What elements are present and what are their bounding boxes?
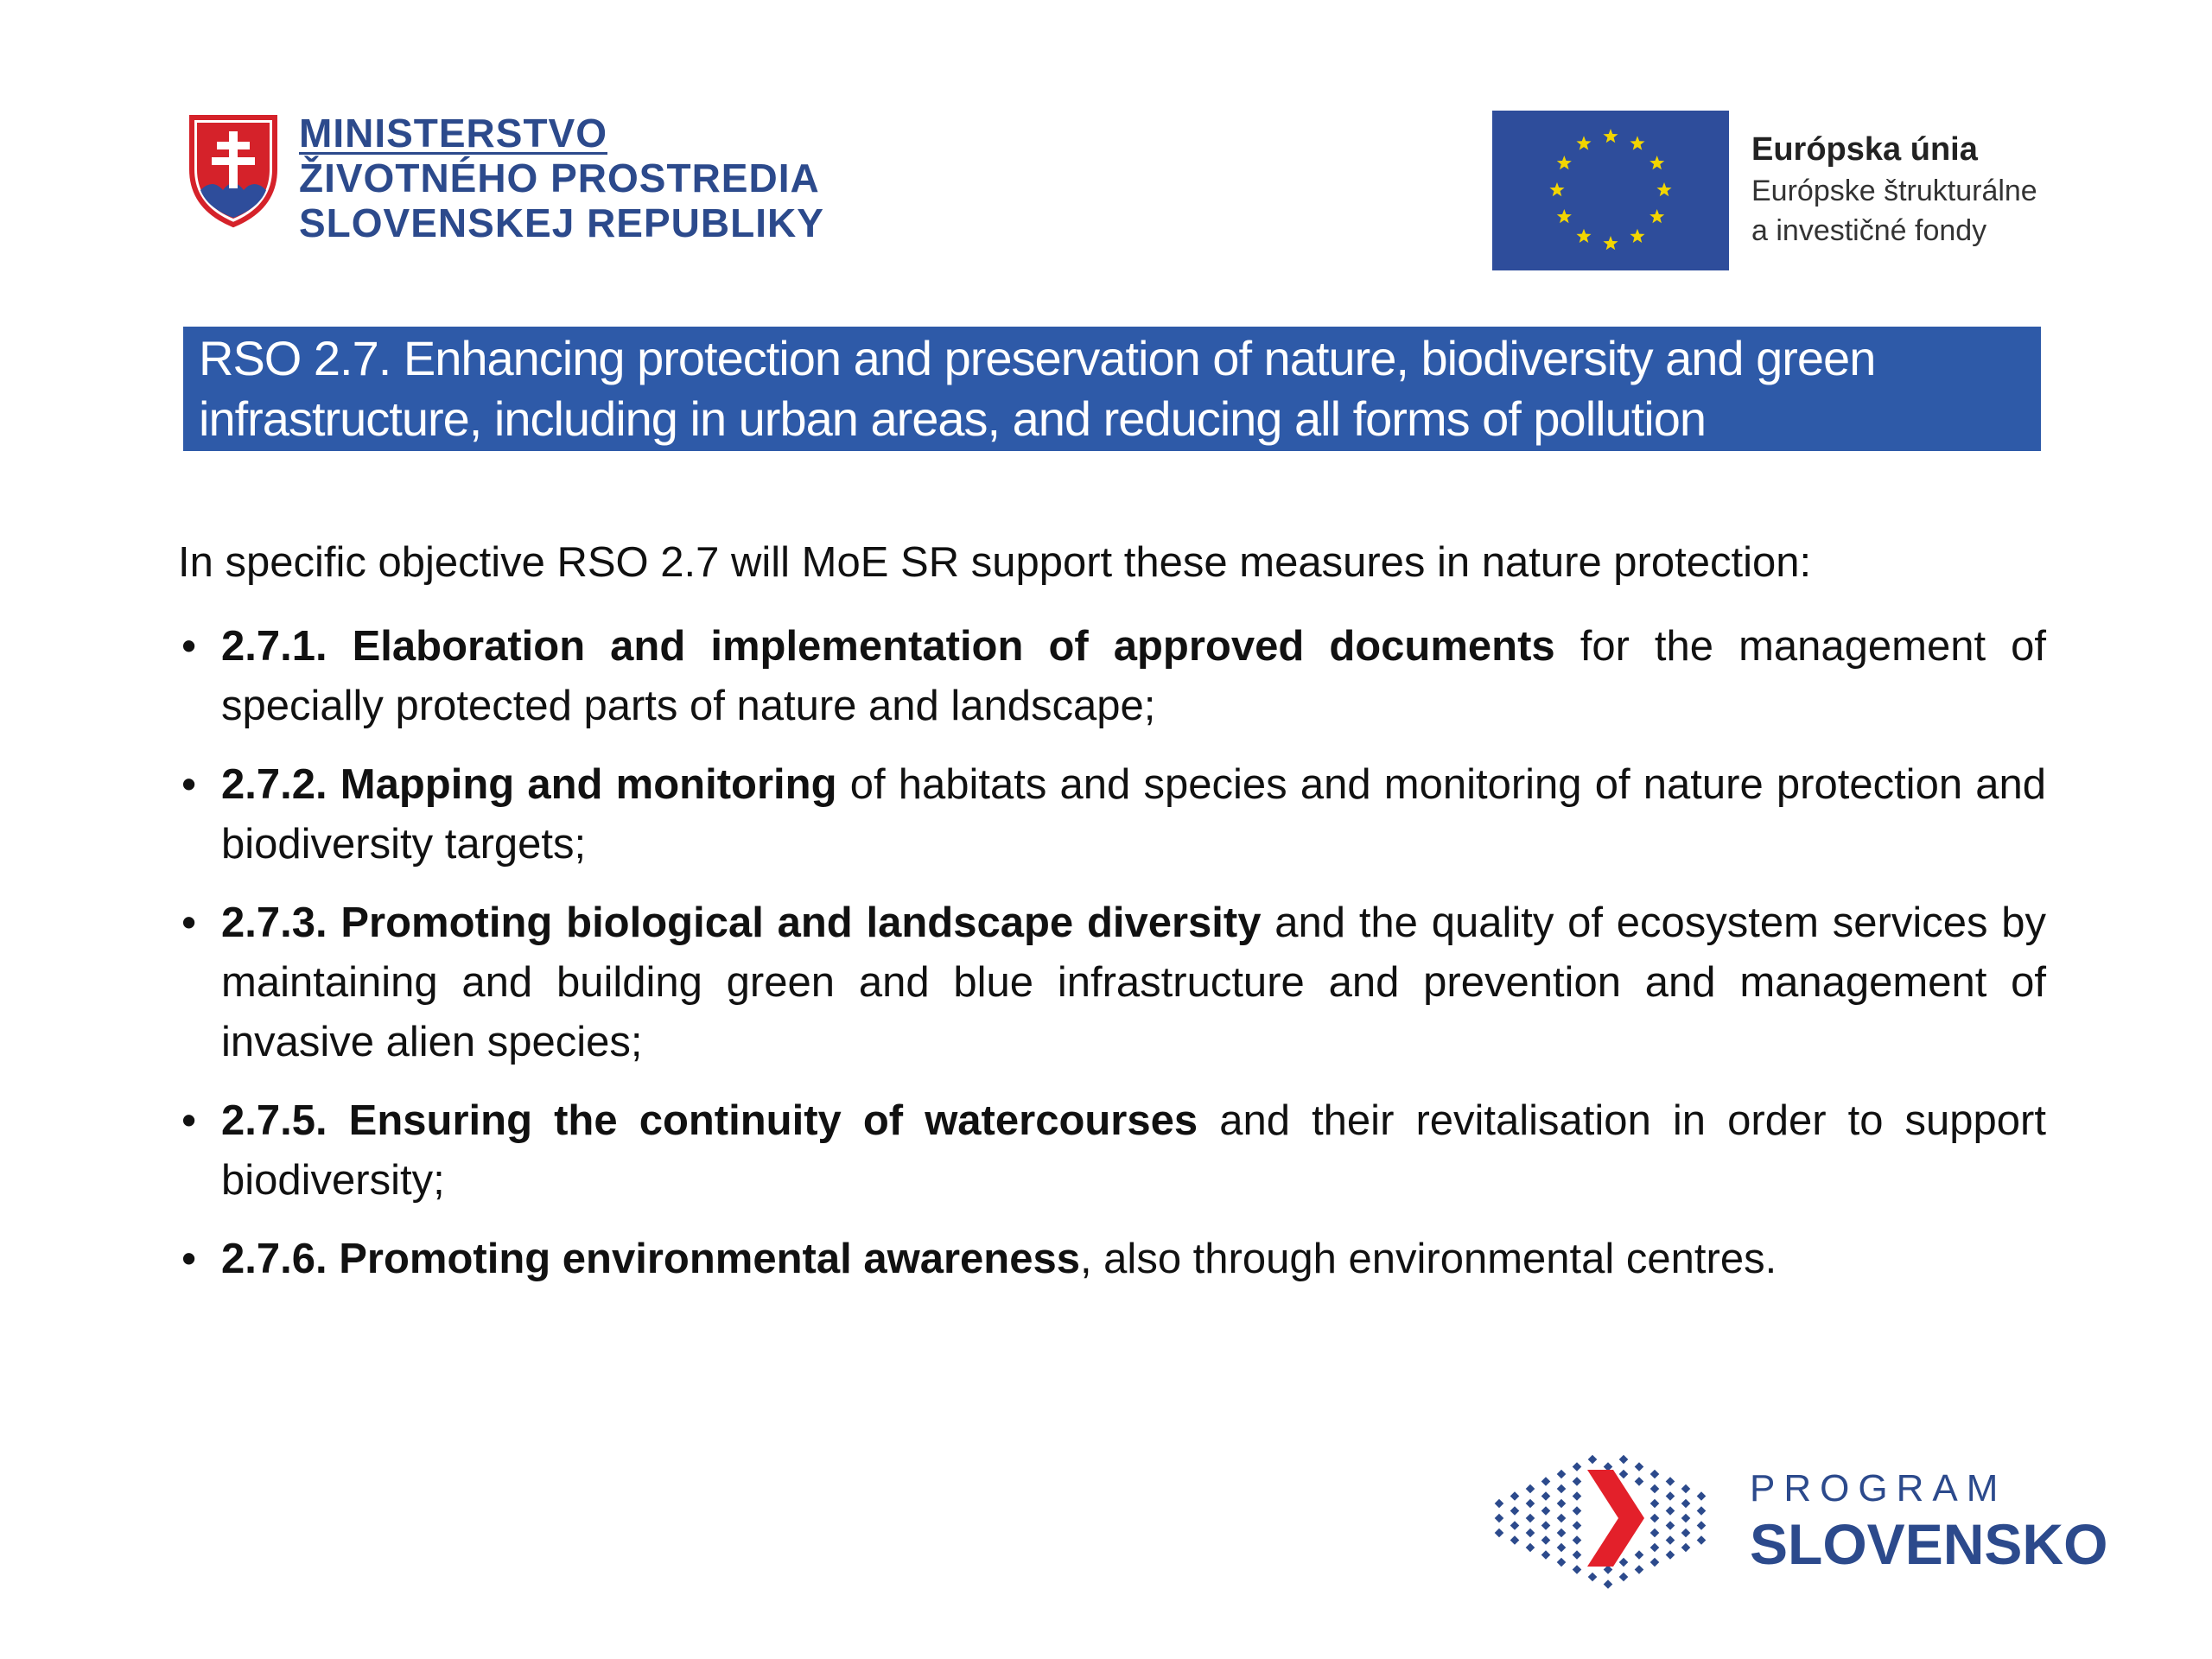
logo-dot-icon	[1557, 1543, 1567, 1553]
title-banner	[183, 327, 2041, 451]
logo-dot-icon	[1588, 1455, 1598, 1465]
measure-description: and the quality of ecosystem services by maintaining and building green and blue infrastructure and prevention and management of invasive alien species;	[221, 899, 2046, 1065]
slide-body	[178, 534, 2046, 1308]
logo-dot-icon	[1666, 1506, 1675, 1516]
logo-dot-icon	[1681, 1529, 1691, 1538]
program-line2: SLOVENSKO	[1750, 1512, 2108, 1576]
banner-title-line1: RSO 2.7. Enhancing protection and preservation of nature, biodiversity and green	[199, 331, 1876, 385]
logo-dot-icon	[1526, 1543, 1535, 1553]
measure-title: 2.7.1. Elaboration and implementation of approved documents	[221, 623, 1555, 670]
logo-dot-icon	[1666, 1550, 1675, 1560]
logo-dot-icon	[1557, 1558, 1567, 1567]
program-slovensko-logo	[1491, 1439, 2108, 1603]
measure-title: 2.7.2. Mapping and monitoring	[221, 761, 837, 808]
logo-dot-icon	[1526, 1529, 1535, 1538]
logo-dot-icon	[1619, 1470, 1629, 1479]
banner-title-line2: infrastructure, including in urban areas, and reducing all forms of pollution	[199, 391, 1707, 446]
measure-description: for the management of specially protected parts of nature and landscape;	[221, 623, 2046, 729]
logo-dot-icon	[1573, 1462, 1582, 1471]
logo-dot-icon	[1650, 1484, 1660, 1494]
logo-dot-icon	[1510, 1521, 1520, 1530]
measure-description: , also through environmental centres.	[1079, 1236, 1777, 1282]
logo-dot-icon	[1666, 1477, 1675, 1486]
logo-dot-icon	[1619, 1558, 1629, 1567]
ministry-name-line2: ŽIVOTNÉHO PROSTREDIA	[299, 156, 820, 200]
logo-dot-icon	[1541, 1521, 1551, 1530]
logo-dot-icon	[1541, 1535, 1551, 1545]
logo-dot-icon	[1495, 1529, 1504, 1538]
bullet-icon: •	[181, 761, 197, 808]
logo-dot-icon	[1619, 1573, 1629, 1582]
logo-dot-icon	[1526, 1514, 1535, 1523]
logo-dot-icon	[1557, 1514, 1567, 1523]
measure-title: 2.7.3. Promoting biological and landscape diversity	[221, 899, 1262, 946]
logo-dot-icon	[1573, 1535, 1582, 1545]
logo-dot-icon	[1541, 1477, 1551, 1486]
ministry-logo	[188, 111, 824, 257]
ministry-name-line1: MINISTERSTVO	[299, 111, 608, 156]
logo-dot-icon	[1495, 1514, 1504, 1523]
bullet-icon: •	[181, 1236, 197, 1282]
list-item	[178, 617, 2046, 736]
list-item	[178, 755, 2046, 874]
ministry-name-line3: SLOVENSKEJ REPUBLIKY	[299, 200, 824, 245]
logo-dot-icon	[1604, 1580, 1613, 1589]
logo-dot-icon	[1573, 1506, 1582, 1516]
logo-dot-icon	[1573, 1550, 1582, 1560]
logo-dot-icon	[1557, 1499, 1567, 1509]
intro-paragraph: In specific objective RSO 2.7 will MoE SR support these measures in nature protection:	[178, 539, 1812, 586]
logo-dot-icon	[1635, 1462, 1644, 1471]
logo-dot-icon	[1541, 1491, 1551, 1501]
logo-dot-icon	[1495, 1499, 1504, 1509]
logo-dot-icon	[1541, 1550, 1551, 1560]
list-item	[178, 1230, 2046, 1289]
program-text	[1750, 1465, 2107, 1575]
ministry-name	[299, 111, 824, 245]
logo-dot-icon	[1697, 1521, 1707, 1530]
logo-dot-icon	[1666, 1521, 1675, 1530]
measures-list	[178, 617, 2046, 1289]
logo-dot-icon	[1573, 1477, 1582, 1486]
logo-dot-icon	[1697, 1491, 1707, 1501]
eu-funds-logo	[1492, 111, 2054, 275]
program-slovensko-logo-icon	[1491, 1439, 1724, 1599]
eu-subtitle-line2: a investičné fondy	[1751, 214, 1987, 247]
logo-dot-icon	[1697, 1506, 1707, 1516]
logo-dot-icon	[1526, 1499, 1535, 1509]
logo-dot-icon	[1650, 1529, 1660, 1538]
measure-title: 2.7.5. Ensuring the continuity of watercourses	[221, 1097, 1198, 1144]
logo-dot-icon	[1541, 1506, 1551, 1516]
list-item	[178, 1091, 2046, 1211]
program-line1: PROGRAM	[1750, 1467, 2007, 1510]
logo-dot-icon	[1697, 1535, 1707, 1545]
eu-title: Európska únia	[1751, 131, 1978, 168]
logo-dot-icon	[1573, 1491, 1582, 1501]
logo-dot-icon	[1650, 1514, 1660, 1523]
logo-dot-icon	[1510, 1491, 1520, 1501]
eu-flag-icon	[1492, 111, 1729, 270]
eu-text	[1751, 128, 2037, 251]
measure-title: 2.7.6. Promoting environmental awareness	[221, 1236, 1080, 1282]
logo-dot-icon	[1650, 1543, 1660, 1553]
logo-dot-icon	[1681, 1499, 1691, 1509]
logo-dot-icon	[1681, 1543, 1691, 1553]
logo-dot-icon	[1573, 1565, 1582, 1574]
logo-dot-icon	[1681, 1514, 1691, 1523]
logo-dot-icon	[1573, 1521, 1582, 1530]
slovak-coat-of-arms-icon	[188, 114, 278, 228]
logo-dot-icon	[1588, 1573, 1598, 1582]
logo-dot-icon	[1510, 1535, 1520, 1545]
logo-dot-icon	[1635, 1550, 1644, 1560]
logo-dot-icon	[1557, 1484, 1567, 1494]
logo-dot-icon	[1666, 1491, 1675, 1501]
list-item	[178, 893, 2046, 1072]
logo-dot-icon	[1635, 1477, 1644, 1486]
logo-dot-icon	[1650, 1558, 1660, 1567]
bullet-icon: •	[181, 623, 197, 670]
logo-dot-icon	[1650, 1499, 1660, 1509]
measure-description: of habitats and species and monitoring of nature protection and biodiversity targets;	[221, 761, 2047, 868]
bullet-icon: •	[181, 1097, 197, 1144]
logo-dot-icon	[1510, 1506, 1520, 1516]
measure-description: and their revitalisation in order to support biodiversity;	[221, 1097, 2046, 1204]
logo-dot-icon	[1557, 1529, 1567, 1538]
logo-dot-icon	[1681, 1484, 1691, 1494]
bullet-icon: •	[181, 899, 197, 946]
logo-dot-icon	[1526, 1484, 1535, 1494]
logo-dot-icon	[1557, 1470, 1567, 1479]
logo-dot-icon	[1650, 1470, 1660, 1479]
logo-dot-icon	[1635, 1565, 1644, 1574]
logo-dot-icon	[1666, 1535, 1675, 1545]
eu-subtitle-line1: Európske štrukturálne	[1751, 175, 2037, 207]
logo-arrow-icon	[1587, 1470, 1644, 1567]
logo-dot-icon	[1619, 1455, 1629, 1465]
